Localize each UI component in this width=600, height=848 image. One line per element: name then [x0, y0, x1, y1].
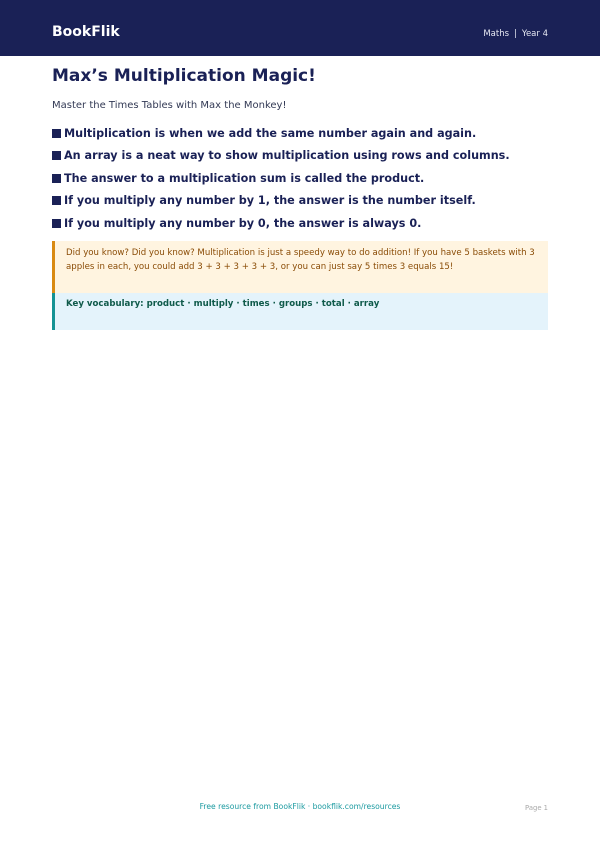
- subject-year-label: [483, 28, 548, 40]
- list-item: [52, 212, 552, 235]
- list-item: [52, 122, 552, 145]
- fact-text: If you multiply any number by 0, the answer is always 0.: [64, 216, 422, 230]
- list-item: [52, 190, 552, 213]
- page-subtitle: Master the Times Tables with Max the Monkey!: [52, 100, 287, 111]
- key-vocabulary-box: Key vocabulary: product · multiply · times · groups · total · array: [52, 293, 548, 330]
- page-title: Max’s Multiplication Magic!: [52, 66, 316, 86]
- top-banner: [0, 0, 600, 56]
- year-label: Year 4: [521, 29, 548, 39]
- square-bullet-icon: [52, 219, 61, 228]
- fact-text: If you multiply any number by 1, the answer is the number itself.: [64, 194, 476, 208]
- square-bullet-icon: [52, 151, 61, 160]
- fact-text: The answer to a multiplication sum is called the product.: [64, 171, 425, 185]
- meta-separator: |: [514, 29, 517, 39]
- square-bullet-icon: [52, 196, 61, 205]
- page-number: Page 1: [525, 804, 548, 812]
- brand-logo-text[interactable]: BookFlik: [52, 24, 120, 40]
- fact-text: Multiplication is when we add the same number again and again.: [64, 126, 477, 140]
- did-you-know-callout: Did you know? Did you know? Multiplication is just a speedy way to do addition! If you have 5 baskets with 3 apples in each, you could add 3 + 3 + 3 + 3 + 3, or you can just say 5 times 3 equals 15!: [52, 241, 548, 293]
- square-bullet-icon: [52, 129, 61, 138]
- fact-text: An array is a neat way to show multiplication using rows and columns.: [64, 149, 510, 163]
- key-facts-list: [52, 122, 552, 235]
- list-item: [52, 167, 552, 190]
- square-bullet-icon: [52, 174, 61, 183]
- footer-resource-link[interactable]: Free resource from BookFlik · bookflik.com/resources: [199, 802, 401, 811]
- subject-label: Maths: [483, 29, 510, 39]
- list-item: [52, 145, 552, 168]
